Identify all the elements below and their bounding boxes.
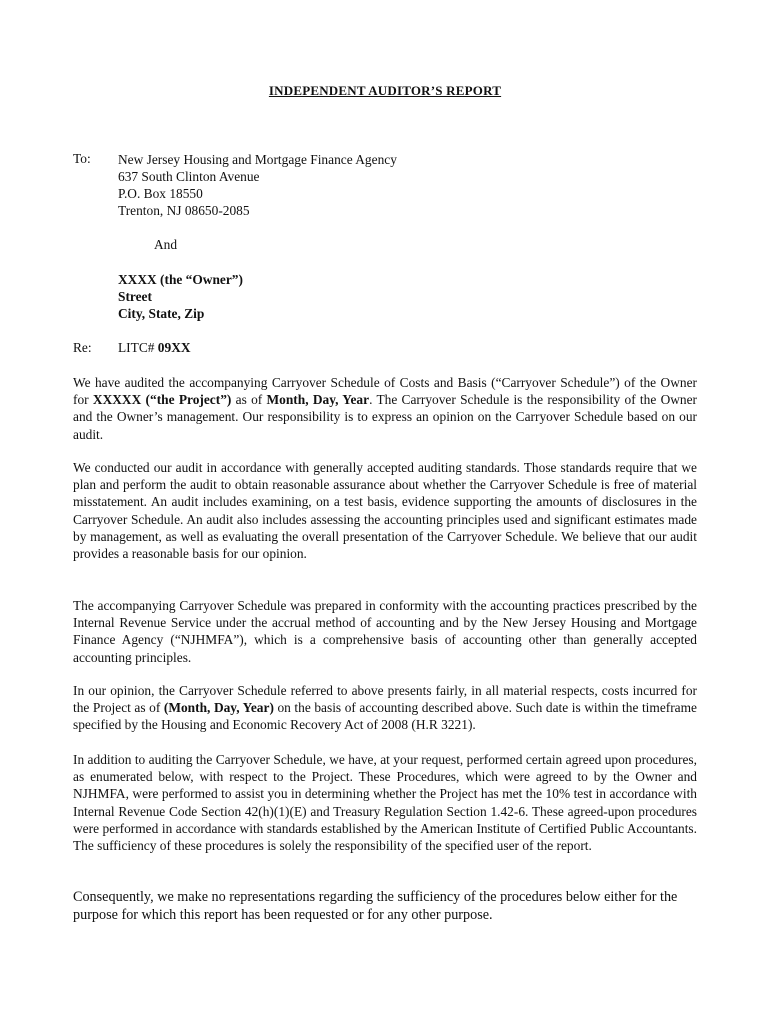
address-line: Street bbox=[118, 289, 152, 304]
text-run: . The Carryover Schedule is the responsibility of the Owner and the Owner’s management. Our responsibility is to express an opinion on the Carryover Schedule based on our audit. bbox=[73, 392, 698, 442]
text-run: In our opinion, the Carryover Schedule referred to above presents fairly, in all material respects, costs incurred for the Project as of bbox=[73, 683, 697, 716]
paragraph-audit-standards: We conducted our audit in accordance with generally accepted auditing standards. Those standards require that we plan and perform the audit to obtain reasonable assurance about whether the Carryover Schedule is free of material misstatement. An audit includes examining, on a test basis, evidence supporting the amounts of disclosures in the Carryover Schedule. An audit also includes assessing the accounting principles used and significant estimates made by management, as well as evaluating the overall presentation of the Carryover Schedule. We believe that our audit provides a reasonable basis for our opinion. bbox=[73, 460, 697, 562]
paragraph-no-representations: Consequently, we make no representations regarding the sufficiency of the procedures below either for the purpose for which this report has been requested or for any other purpose. bbox=[73, 889, 678, 923]
address-line: XXXX (the “Owner”) bbox=[118, 272, 243, 287]
address-line: 637 South Clinton Avenue bbox=[118, 169, 260, 184]
re-prefix: LITC# bbox=[118, 340, 158, 355]
address-line: P.O. Box 18550 bbox=[118, 186, 203, 201]
paragraph-basis-of-accounting: The accompanying Carryover Schedule was prepared in conformity with the accounting practices prescribed by the Internal Revenue Service under the accrual method of accounting and by the New Jersey Housing and Mortgage Finance Agency (“NJHMFA”), which is a comprehensive basis of accounting other than generally accepted accounting principles. bbox=[73, 598, 697, 665]
to-label: To: bbox=[73, 151, 91, 166]
address-line: New Jersey Housing and Mortgage Finance Agency bbox=[118, 152, 397, 167]
re-label: Re: bbox=[73, 340, 92, 355]
paragraph-opinion bbox=[73, 682, 697, 734]
re-reference bbox=[118, 340, 191, 356]
text-run: We have audited the accompanying Carryover Schedule of Costs and Basis (“Carryover Schedule”) of the Owner for bbox=[73, 375, 697, 408]
recipient-address-owner bbox=[118, 271, 243, 322]
address-line: City, State, Zip bbox=[118, 306, 205, 321]
address-line: Trenton, NJ 08650-2085 bbox=[118, 203, 250, 218]
paragraph-agreed-upon-procedures: In addition to auditing the Carryover Schedule, we have, at your request, performed certain agreed upon procedures, as enumerated below, with respect to the Project. These Procedures, which were agreed to by the Owner and NJHMFA, were performed to assist you in determining whether the Project has met the 10% test in accordance with Internal Revenue Code Section 42(h)(1)(E) and Treasury Regulation Section 1.42-6. These agreed-upon procedures were performed in accordance with standards established by the American Institute of Certified Public Accountants. The sufficiency of these procedures is solely the responsibility of the specified user of the report. bbox=[73, 752, 697, 854]
paragraph-audit-scope bbox=[73, 374, 697, 443]
opinion-date: (Month, Day, Year) bbox=[163, 700, 274, 716]
project-name: XXXXX (“the Project”) bbox=[92, 392, 232, 408]
re-number: 09XX bbox=[157, 340, 191, 355]
as-of-date: Month, Day, Year bbox=[266, 392, 370, 408]
recipient-address-njhmfa bbox=[118, 151, 397, 219]
and-separator: And bbox=[154, 237, 178, 252]
text-run: on the basis of accounting described above. Such date is within the timeframe specified by the Housing and Economic Recovery Act of 2008 (H.R 3221). bbox=[73, 700, 697, 733]
report-title: INDEPENDENT AUDITOR’S REPORT bbox=[268, 83, 502, 98]
text-run: as of bbox=[231, 392, 267, 408]
